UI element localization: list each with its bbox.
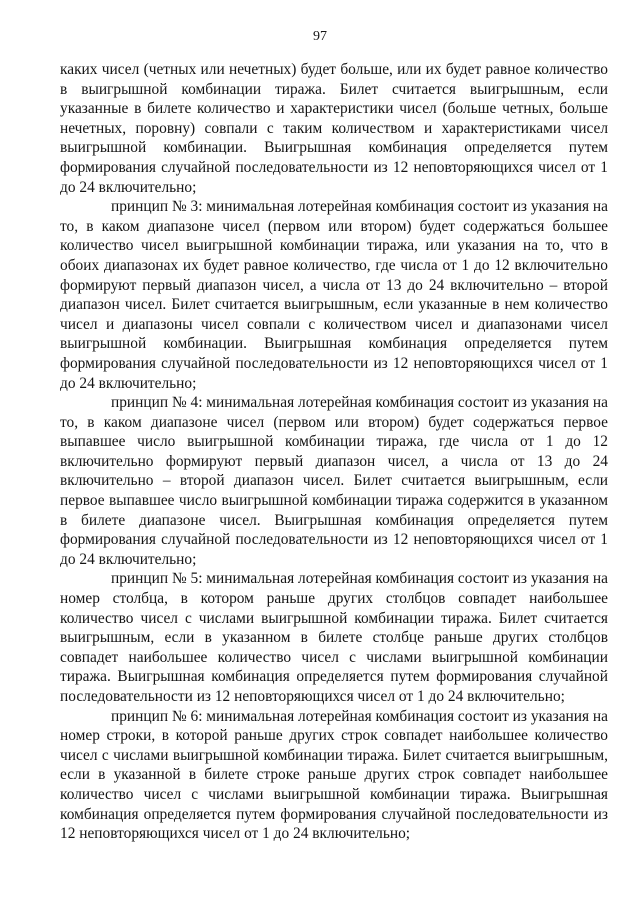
paragraph-principle-3: принцип № 3: минимальная лотерейная комбинация состоит из указания на то, в каком диапазоне чисел (первом или втором) будет содержаться большее количество чисел выигрышной комбинации тиража, или указания на то, что в обоих диапазонах их будет равное количество, где числа от 1 до 12 включительно формируют первый диапазон чисел, а числа от 13 до 24 включительно – второй диапазон чисел. Билет считается выигрышным, если указанные в нем количество чисел и диапазоны чисел совпали с количеством чисел и диапазонами чисел выигрышной комбинации. Выигрышная комбинация определяется путем формирования случайной последовательности из 12 неповторяющихся чисел от 1 до 24 включительно; [60,198,608,392]
paragraph-principle-6: принцип № 6: минимальная лотерейная комбинация состоит из указания на номер строки, в которой раньше других строк совпадет наибольшее количество чисел с числами выигрышной комбинации тиража. Билет считается выигрышным, если в указанной в билете строке раньше других строк совпадет наибольшее количество чисел с числами выигрышной комбинации тиража. Выигрышная комбинация определяется путем формирования случайной последовательности из 12 неповторяющихся чисел от 1 до 24 включительно; [60,707,608,843]
page-number: 97 [313,29,327,44]
paragraph-principle-4: принцип № 4: минимальная лотерейная комбинация состоит из указания на то, в каком диапазоне чисел (первом или втором) будет содержаться первое выпавшее число выигрышной комбинации тиража, где числа от 1 до 12 включительно формируют первый диапазон чисел, а числа от 13 до 24 включительно – второй диапазон чисел. Билет считается выигрышным, если первое выпавшее число выигрышной комбинации тиража содержится в указанном в билете диапазоне чисел. Выигрышная комбинация определяется путем формирования случайной последовательности из 12 неповторяющихся чисел от 1 до 24 включительно; [60,394,608,568]
document-body [60,60,608,844]
paragraph-principle-5: принцип № 5: минимальная лотерейная комбинация состоит из указания на номер столбца, в котором раньше других столбцов совпадет наибольшее количество чисел с числами выигрышной комбинации тиража. Билет считается выигрышным, если в указанном в билете столбце раньше других столбцов совпадет наибольшее количество чисел с числами выигрышной комбинации тиража. Выигрышная комбинация определяется путем формирования случайной последовательности из 12 неповторяющихся чисел от 1 до 24 включительно; [60,570,608,705]
paragraph-continuation: каких чисел (четных или нечетных) будет больше, или их будет равное количество в выигрышной комбинации тиража. Билет считается выигрышным, если указанные в билете количество и характеристики чисел (больше четных, больше нечетных, поровну) совпали с таким количеством и характеристиками чисел выигрышной комбинации. Выигрышная комбинация определяется путем формирования случайной последовательности из 12 неповторяющихся чисел от 1 до 24 включительно; [60,61,608,196]
